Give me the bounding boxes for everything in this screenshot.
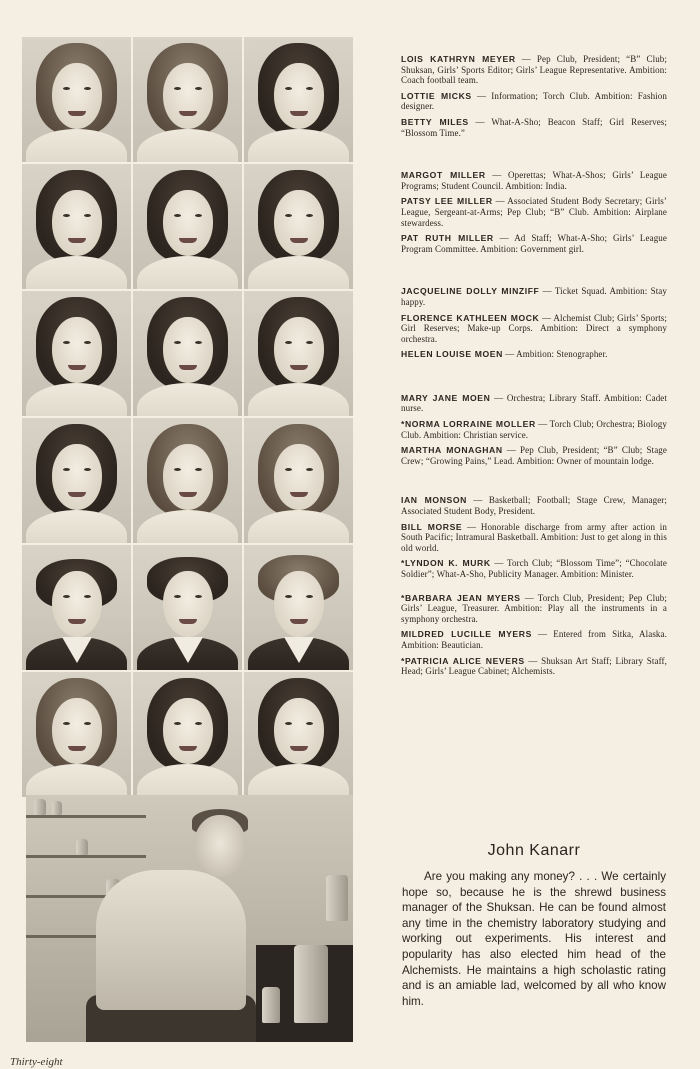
student-activities: — Pep Club, President; “B” Club; Stage Crew; “Growing Pains,” Lead. Ambition: Owner of mountain lodge. (401, 445, 667, 466)
student-activities: — Shuksan Art Staff; Library Staff, Head; Girls’ League Cabinet; Alchemists. (401, 655, 667, 677)
student-activities: — Ambition: Stenographer. (502, 349, 608, 360)
bio-entry (401, 629, 667, 650)
student-name: JACQUELINE DOLLY MINZIFF (401, 286, 540, 297)
bio-entry (401, 91, 667, 112)
student-name: *BARBARA JEAN MYERS (401, 592, 521, 603)
portrait-photo (244, 37, 353, 162)
portrait-photo (22, 37, 131, 162)
student-name: *LYNDON K. MURK (401, 558, 491, 569)
portrait-row (22, 545, 353, 670)
student-name: MARY JANE MOEN (401, 392, 491, 403)
student-activities: — Orchestra; Library Staff. Ambition: Cadet nurse. (401, 392, 667, 414)
portrait-photo (22, 418, 131, 543)
portrait-photo (133, 291, 242, 416)
student-activities: — Torch Club; “Blossom Time”; “Chocolate Soldier”; What-A-Sho, Publicity Manager. Ambition: Minister. (401, 558, 667, 579)
student-name: MARGOT MILLER (401, 170, 486, 181)
portrait-photo (133, 418, 242, 543)
portrait-photo (22, 545, 131, 670)
student-activities: — Ad Staff; What-A-Sho; Girls’ League Program Committee. Ambition: Government girl. (401, 233, 667, 254)
student-activities: — Pep Club, President; “B” Club; Shuksan, Girls’ Sports Editor; Girls’ League Representative. Ambition: Coach football team. (401, 54, 667, 86)
bio-entry (401, 558, 667, 579)
student-name: BETTY MILES (401, 116, 469, 127)
bio-column (401, 54, 667, 682)
bio-entry (401, 233, 667, 254)
portrait-row (22, 291, 353, 416)
portrait-photo (133, 672, 242, 797)
bio-entry (401, 54, 667, 86)
bio-entry (401, 170, 667, 191)
bio-entry (401, 349, 667, 360)
student-name: PAT RUTH MILLER (401, 233, 494, 244)
portrait-row (22, 418, 353, 543)
portrait-photo (22, 672, 131, 797)
student-activities: — Basketball; Football; Stage Crew, Manager; Associated Student Body, President. (401, 495, 667, 517)
portrait-photo (244, 672, 353, 797)
student-activities: — Alchemist Club; Girls’ Sports; Girl Reserves; Make-up Corps. Ambition: Direct a symphony orchestra. (401, 312, 667, 344)
student-name: PATSY LEE MILLER (401, 196, 493, 207)
student-name: MILDRED LUCILLE MYERS (401, 629, 532, 640)
portrait-photo (133, 164, 242, 289)
portrait-row (22, 37, 353, 162)
student-activities: — Torch Club; Orchestra; Biology Club. Ambition: Christian service. (401, 419, 667, 440)
bio-entry (401, 393, 667, 414)
student-name: *NORMA LORRAINE MOLLER (401, 419, 536, 430)
portrait-photo (133, 37, 242, 162)
student-name: LOTTIE MICKS (401, 90, 472, 101)
student-name: HELEN LOUISE MOEN (401, 349, 503, 360)
portrait-photo (133, 545, 242, 670)
student-name: *PATRICIA ALICE NEVERS (401, 655, 525, 666)
student-activities: — Entered from Sitka, Alaska. Ambition: Beautician. (401, 629, 667, 650)
feature-text: Are you making any money? . . . We certainly hope so, because he is the shrewd business manager of the Shuksan. He can be found almost any time in the chemistry laboratory studying and working out experiments. His interest and popularity has also elected him head of the Alchemists. He maintains a high scholastic rating and is an amiable lad, welcomed by all who know him. (402, 870, 666, 1008)
bio-entry (401, 117, 667, 138)
bio-entry (401, 593, 667, 625)
portrait-photo (22, 291, 131, 416)
student-activities: — Torch Club, President; Pep Club; Girls’ League, Treasurer. Ambition: Play all the instruments in a symphony orchestra. (401, 592, 667, 624)
portrait-photo (244, 545, 353, 670)
student-name: BILL MORSE (401, 521, 463, 532)
student-activities: — What-A-Sho; Beacon Staff; Girl Reserves; “Blossom Time.” (401, 116, 667, 138)
student-activities: — Honorable discharge from army after action in South Pacific; Intramural Basketball. Ambition: Just to get along in this old world. (401, 521, 667, 553)
portrait-photo (244, 291, 353, 416)
feature-photo (26, 795, 353, 1042)
bio-entry (401, 286, 667, 307)
student-activities: — Information; Torch Club. Ambition: Fashion designer. (401, 90, 667, 112)
bio-entry (401, 495, 667, 516)
student-activities: — Associated Student Body Secretary; Girls’ League, Sergeant-at-Arms; Pep Club; “B” Club. Ambition: Airplane stewardess. (401, 196, 667, 228)
student-activities: — Ticket Squad. Ambition: Stay happy. (401, 286, 667, 307)
student-activities: — Operettas; What-A-Shos; Girls’ League Programs; Student Council. Ambition: India. (401, 170, 667, 191)
portrait-grid (22, 37, 353, 799)
feature-title: John Kanarr (487, 842, 581, 859)
portrait-photo (22, 164, 131, 289)
bio-entry (401, 522, 667, 554)
portrait-row (22, 672, 353, 797)
portrait-photo (244, 164, 353, 289)
bio-entry (401, 196, 667, 228)
student-name: IAN MONSON (401, 495, 467, 506)
bio-entry (401, 656, 667, 677)
portrait-photo (244, 418, 353, 543)
bio-entry (401, 445, 667, 466)
student-name: MARTHA MONAGHAN (401, 445, 503, 456)
page-number: Thirty-eight (10, 1056, 63, 1068)
student-name: LOIS KATHRYN MEYER (401, 54, 516, 64)
portrait-row (22, 164, 353, 289)
bio-entry (401, 313, 667, 345)
bio-entry (401, 419, 667, 440)
student-name: FLORENCE KATHLEEN MOCK (401, 312, 540, 323)
